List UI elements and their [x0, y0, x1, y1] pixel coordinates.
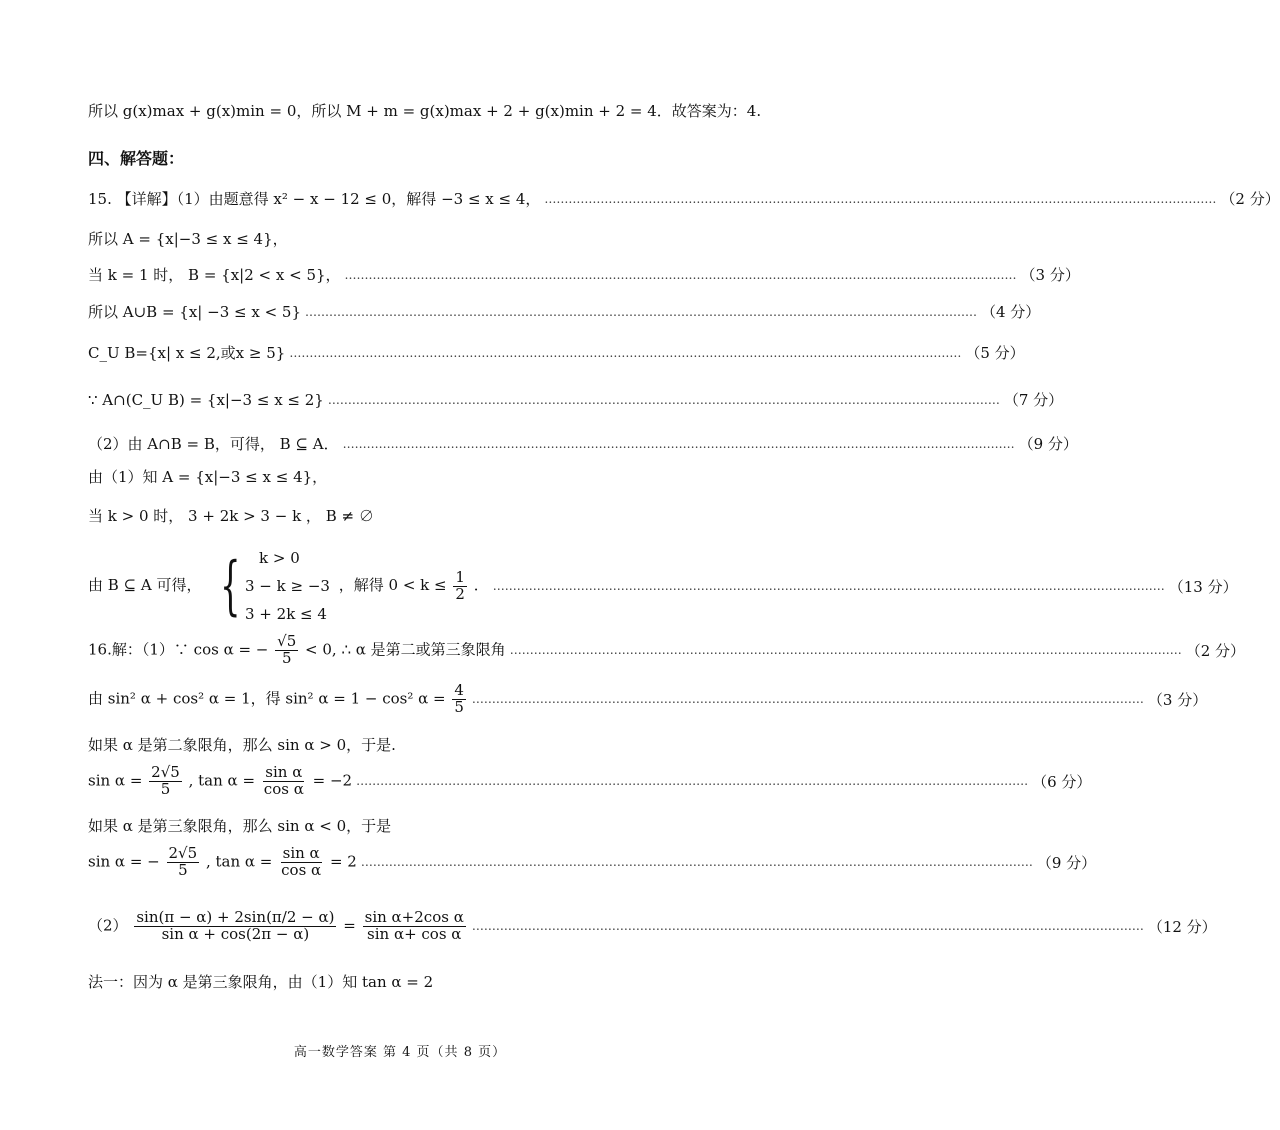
q15-line-1	[88, 188, 1280, 209]
score-mark: （9 分）	[1018, 435, 1078, 453]
method-one: 法一：因为 α 是第三象限角，由（1）知 tan α = 2	[88, 973, 434, 991]
q15-line-8	[88, 466, 715, 487]
score-mark: （5 分）	[965, 344, 1025, 362]
pythagorean-identity: 由 sin² α + cos² α = 1，得 sin² α = 1 − cos² α =	[88, 689, 446, 708]
system-row: 3 + 2k ≤ 4	[245, 605, 327, 623]
leader-dots: ……………………………………………………………………………………………………………………………………………………	[344, 267, 1017, 282]
score-mark: （2 分）	[1220, 190, 1280, 208]
fraction-denominator: sin α+ cos α	[367, 924, 462, 943]
period: ．	[473, 576, 489, 594]
q16-step-1	[88, 634, 506, 667]
leader-dots: ……………………………………………………………………………………………………………………………………………………	[471, 919, 1144, 934]
leader-dots: ……………………………………………………………………………………………………………………………………………………	[509, 643, 1182, 658]
section-heading-text: 四、解答题：	[88, 149, 185, 168]
tan-value: = −2	[312, 771, 353, 790]
leader-dots: ……………………………………………………………………………………………………………………………………………………	[544, 191, 1217, 206]
q16-line-1	[88, 632, 1245, 667]
fraction	[262, 765, 306, 798]
score-mark: （9 分）	[1036, 853, 1097, 872]
fraction	[134, 910, 336, 943]
fraction	[149, 765, 182, 798]
sin-label: sin α = −	[88, 852, 160, 871]
tan-label: , tan α =	[188, 771, 256, 790]
leader-dots: ……………………………………………………………………………………………………………………………………………………	[305, 304, 977, 319]
fraction-denominator: 5	[281, 648, 292, 667]
q15-line-10	[88, 544, 1238, 628]
leader-dots: ……………………………………………………………………………………………………………………………………………………	[327, 392, 1000, 407]
q16-part-2	[88, 910, 468, 943]
q16-line-7	[88, 908, 1217, 943]
second-quadrant-case: 如果 α 是第二象限角，那么 sin α > 0，于是.	[88, 736, 396, 754]
fraction-denominator: 5	[160, 779, 171, 798]
tan-label: , tan α =	[205, 852, 273, 871]
fraction	[279, 846, 323, 879]
score-mark: （3 分）	[1020, 266, 1080, 284]
score-mark: （4 分）	[981, 303, 1041, 321]
fraction	[167, 846, 200, 879]
q15-line-2	[88, 228, 715, 249]
q15-part-2: （2）由 A∩B = B，可得， B ⊆ A．	[88, 435, 339, 453]
inequality-system	[210, 544, 330, 628]
q16-line-8	[88, 971, 715, 992]
answer-line-1	[88, 100, 762, 121]
fraction	[363, 910, 466, 943]
fraction-numerator: sin α	[265, 763, 303, 781]
fraction	[452, 683, 466, 716]
score-mark: （13 分）	[1168, 577, 1238, 596]
fraction-denominator: 2	[455, 584, 465, 603]
system-row: k > 0	[259, 549, 300, 567]
brace-icon: {	[220, 549, 241, 623]
union-result: 所以 A∪B = {x| −3 ≤ x < 5}	[88, 303, 301, 321]
equals-sign: =	[343, 916, 356, 935]
q16-line-2	[88, 681, 1208, 716]
fraction-numerator: sin α+2cos α	[364, 908, 464, 926]
leader-dots: ……………………………………………………………………………………………………………………………………………………	[360, 855, 1033, 870]
q15-line-5	[88, 342, 1025, 363]
answer-text: 所以 g(x)max + g(x)min = 0，所以 M + m = g(x)max + 2 + g(x)min + 2 = 4．故答案为：4.	[88, 102, 762, 120]
q15-step-1: 15. 【详解】（1）由题意得 x² − x − 12 ≤ 0，解得 −3 ≤ x ≤ 4，	[88, 190, 541, 208]
q15-line-7	[88, 433, 1078, 454]
page-number: 高一数学答案 第 4 页（共 8 页）	[293, 1045, 507, 1060]
fraction	[275, 634, 298, 667]
fraction-numerator: 1	[455, 567, 465, 586]
q15-line-4	[88, 301, 1041, 322]
score-mark: （7 分）	[1003, 391, 1064, 409]
fraction-denominator: cos α	[263, 779, 304, 798]
q16-start: 16.解：（1）∵ cos α = −	[88, 640, 269, 659]
fraction-denominator: 5	[454, 697, 464, 716]
sin-label: sin α =	[88, 771, 143, 790]
score-mark: （6 分）	[1032, 772, 1092, 791]
score-mark: （3 分）	[1147, 690, 1208, 709]
system-solution: ，解得 0 < k ≤	[338, 576, 447, 594]
fraction-numerator: 2√5	[151, 763, 180, 781]
q16-line-3	[88, 734, 715, 755]
section-heading	[88, 146, 715, 169]
fraction-numerator: 4	[454, 681, 464, 699]
fraction-denominator: 5	[178, 860, 188, 879]
q16-line-5	[88, 815, 715, 836]
score-mark: （12 分）	[1147, 917, 1217, 936]
q15-line-6	[88, 389, 1064, 410]
third-quadrant-case: 如果 α 是第三象限角，那么 sin α < 0，于是	[88, 817, 392, 835]
inequality-system-line	[88, 544, 489, 628]
fraction-numerator: sin α	[282, 844, 320, 862]
quadrant-conclusion: < 0, ∴ α 是第二或第三象限角	[305, 640, 506, 659]
fraction-numerator: 2√5	[168, 844, 198, 862]
complement-b: C_U B={x| x ≤ 2,或x ≥ 5}	[88, 344, 286, 362]
tan-value: = 2	[329, 852, 357, 871]
q15-line-9	[88, 505, 715, 526]
system-row: 3 − k ≥ −3	[245, 577, 330, 595]
leader-dots: ……………………………………………………………………………………………………………………………………………………	[342, 436, 1015, 451]
fraction-numerator: √5	[277, 632, 297, 650]
page-footer	[0, 1041, 800, 1060]
intersection-result: ∵ A∩(C_U B) = {x|−3 ≤ x ≤ 2}	[88, 390, 324, 409]
q15-line-3	[88, 264, 1080, 285]
fraction-denominator: cos α	[281, 860, 322, 879]
leader-dots: ……………………………………………………………………………………………………………………………………………………	[471, 692, 1144, 707]
fraction-denominator: sin α + cos(2π − α)	[161, 924, 310, 943]
recall-set-a: 由（1）知 A = {x|−3 ≤ x ≤ 4}，	[88, 468, 328, 486]
leader-dots: ……………………………………………………………………………………………………………………………………………………	[492, 579, 1165, 593]
fraction	[453, 567, 467, 603]
q16-line-6	[88, 844, 1097, 879]
leader-dots: ……………………………………………………………………………………………………………………………………………………	[356, 774, 1029, 789]
second-quadrant-values	[88, 765, 352, 798]
set-b-k1: 当 k = 1 时， B = {x|2 < x < 5}，	[88, 266, 341, 284]
q16-line-4	[88, 763, 1092, 798]
part-label: （2）	[88, 916, 128, 935]
third-quadrant-values	[88, 846, 357, 879]
q16-step-2	[88, 683, 468, 716]
set-a-definition: 所以 A = {x|−3 ≤ x ≤ 4}，	[88, 230, 288, 248]
leader-dots: ……………………………………………………………………………………………………………………………………………………	[289, 345, 962, 360]
system-prefix: 由 B ⊆ A 可得，	[88, 576, 202, 594]
score-mark: （2 分）	[1185, 641, 1245, 660]
k-positive-case: 当 k > 0 时， 3 + 2k > 3 − k ， B ≠ ∅	[88, 507, 374, 525]
fraction-numerator: sin(π − α) + 2sin(π/2 − α)	[136, 908, 335, 926]
